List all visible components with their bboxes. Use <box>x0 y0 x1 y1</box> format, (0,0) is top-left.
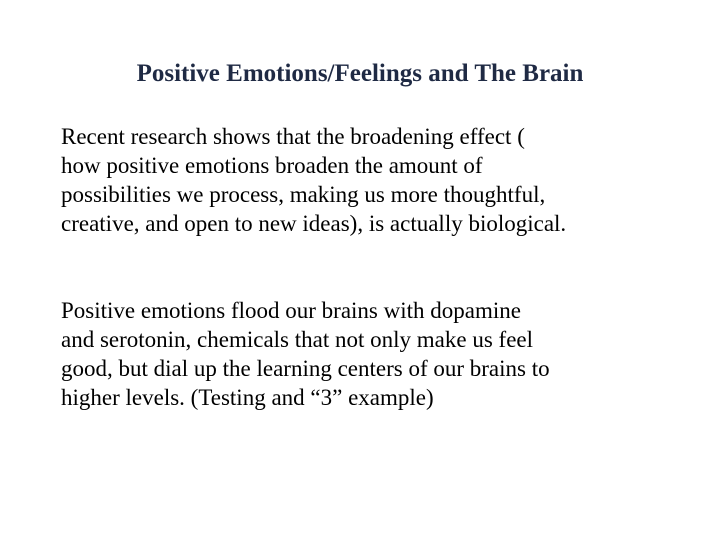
slide-title: Positive Emotions/Feelings and The Brain <box>136 60 584 87</box>
paragraph-line: Recent research shows that the broadening effect ( <box>61 124 525 149</box>
paragraph-line: good, but dial up the learning centers of our brains to <box>61 356 550 381</box>
paragraph-broadening-effect <box>61 122 691 238</box>
paragraph-line: creative, and open to new ideas), is actually biological. <box>61 211 567 236</box>
paragraph-line: possibilities we process, making us more thoughtful, <box>61 182 546 207</box>
paragraph-line: Positive emotions flood our brains with dopamine <box>61 298 521 323</box>
paragraph-line: higher levels. (Testing and “3” example) <box>61 385 434 410</box>
paragraph-line: and serotonin, chemicals that not only make us feel <box>61 327 534 352</box>
paragraph-line: how positive emotions broaden the amount of <box>61 153 483 178</box>
paragraph-dopamine-serotonin <box>61 296 691 412</box>
